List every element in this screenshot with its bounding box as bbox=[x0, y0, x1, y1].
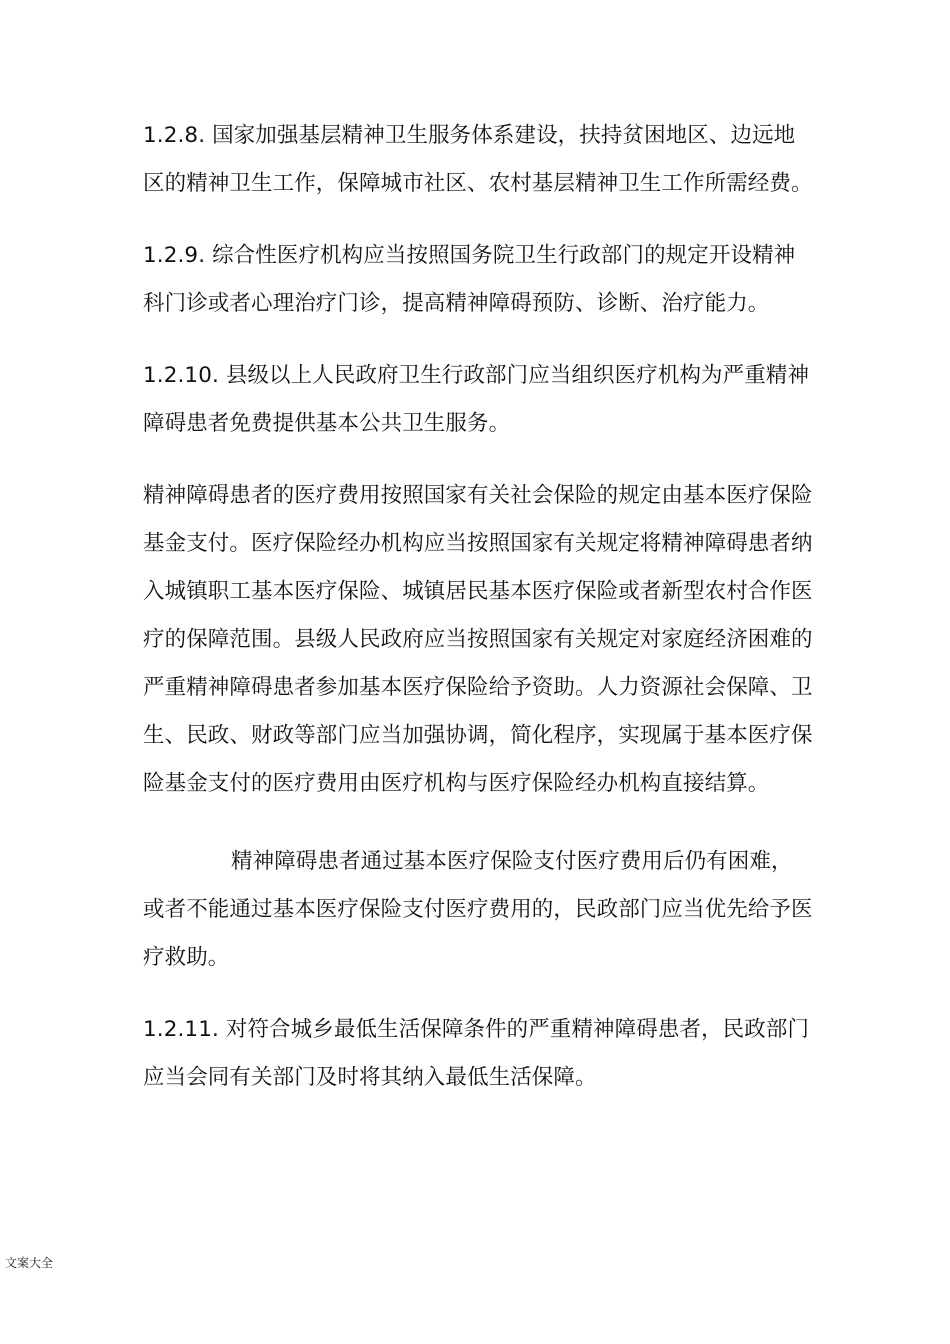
paragraph-1-2-9: 1.2.9. 综合性医疗机构应当按照国务院卫生行政部门的规定开设精神科门诊或者心理治疗门诊，提高精神障碍预防、诊断、治疗能力。 bbox=[143, 243, 796, 316]
paragraph-gap bbox=[143, 328, 813, 352]
paragraph-gap bbox=[143, 448, 813, 472]
paragraph-gap bbox=[143, 982, 813, 1006]
paragraph-1-2-8: 1.2.8. 国家加强基层精神卫生服务体系建设，扶持贫困地区、边远地区的精神卫生工作，保障城市社区、农村基层精神卫生工作所需经费。 bbox=[143, 123, 813, 196]
paragraph-gap bbox=[143, 208, 813, 232]
paragraph-1-2-11: 1.2.11. 对符合城乡最低生活保障条件的严重精神障碍患者，民政部门应当会同有关部门及时将其纳入最低生活保障。 bbox=[143, 1017, 810, 1090]
paragraph-1-2-10: 1.2.10. 县级以上人民政府卫生行政部门应当组织医疗机构为严重精神障碍患者免费提供基本公共卫生服务。 bbox=[143, 363, 810, 436]
document-body bbox=[143, 112, 813, 1102]
paragraph-medical-costs: 精神障碍患者的医疗费用按照国家有关社会保险的规定由基本医疗保险基金支付。医疗保险经办机构应当按照国家有关规定将精神障碍患者纳入城镇职工基本医疗保险、城镇居民基本医疗保险或者新型农村合作医疗的保障范围。县级人民政府应当按照国家有关规定对家庭经济困难的严重精神障碍患者参加基本医疗保险给予资助。人力资源社会保障、卫生、民政、财政等部门应当加强协调，简化程序，实现属于基本医疗保险基金支付的医疗费用由医疗机构与医疗保险经办机构直接结算。 bbox=[143, 483, 813, 796]
footer-text: 文案大全 bbox=[5, 1256, 54, 1270]
paragraph-gap bbox=[143, 808, 813, 838]
paragraph-medical-assistance: 精神障碍患者通过基本医疗保险支付医疗费用后仍有困难，或者不能通过基本医疗保险支付医疗费用的，民政部门应当优先给予医疗救助。 bbox=[143, 849, 813, 970]
